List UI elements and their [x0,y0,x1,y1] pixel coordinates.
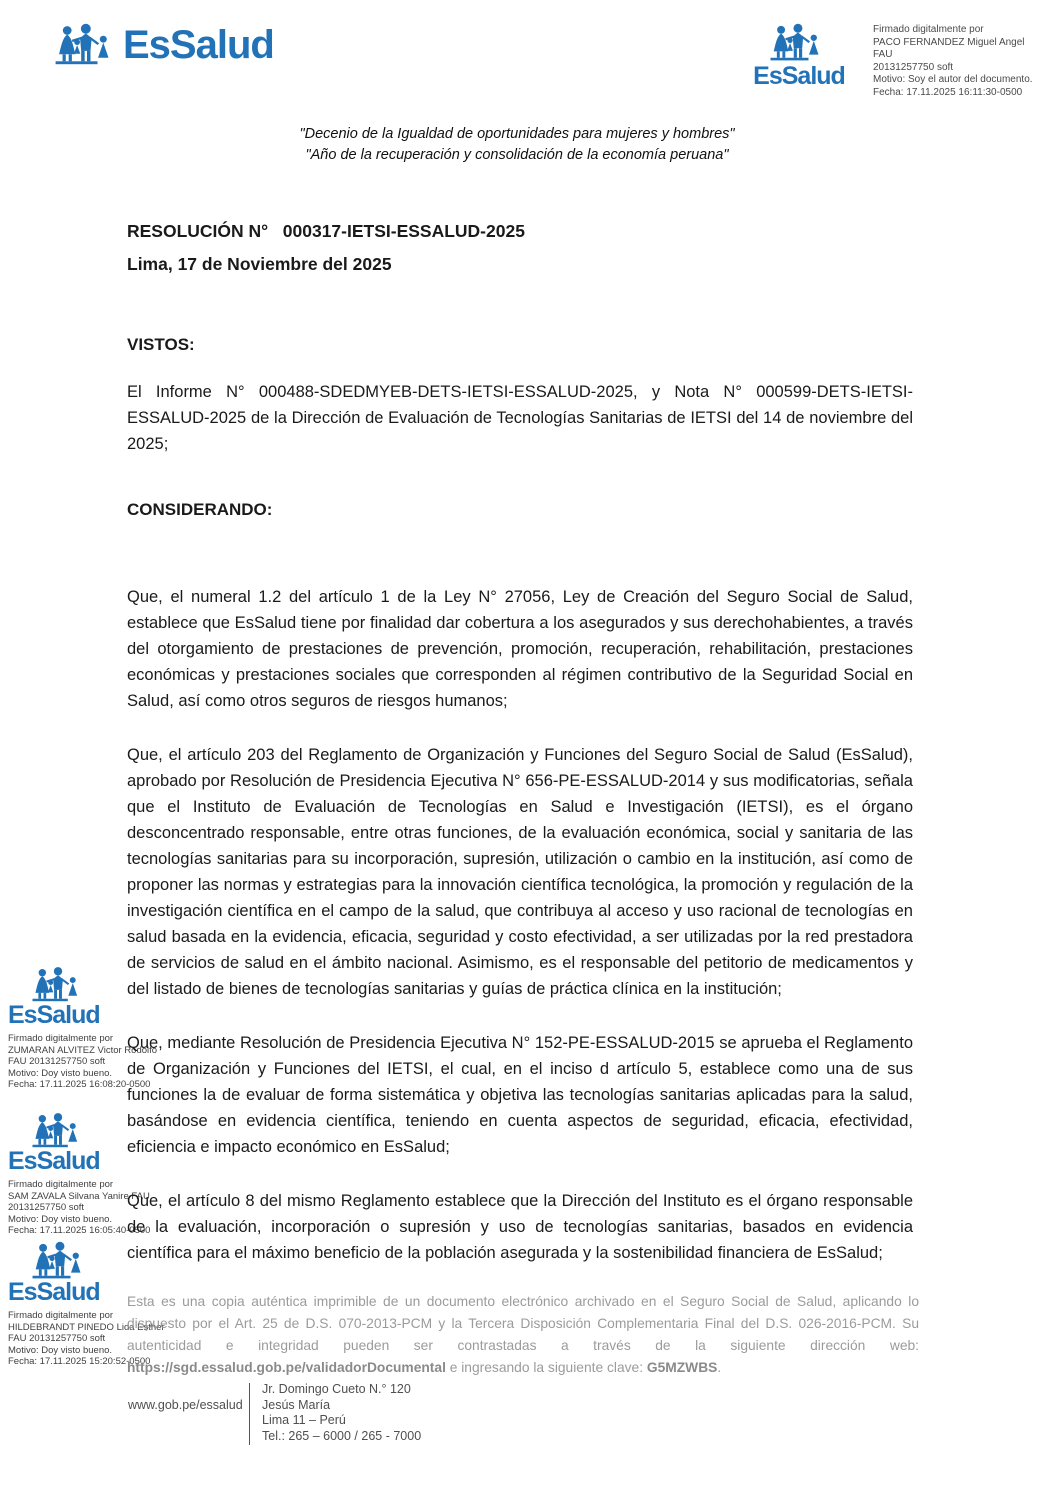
signature-stamp-text [8,1033,158,1091]
signature-line: Firmado digitalmente por [8,1179,114,1190]
address-line: Tel.: 265 – 6000 / 265 - 7000 [262,1428,422,1443]
signature-line: Fecha: 17.11.2025 16:11:30-0500 [873,86,1023,98]
signature-line: 20131257750 soft [8,1202,85,1213]
signature-line: Motivo: Doy visto bueno. [8,1213,113,1225]
considerando-paragraph: Que, el artículo 8 del mismo Reglamento establece que la Dirección del Instituto es el órgano responsable de la evaluación, incorporación o supresión y uso de tecnologías sanitarias, basados en evidencia científica para el máximo beneficio de la población asegurada y la sostenibilidad financiera de EsSalud; [127,1192,913,1262]
essalud-family-icon [32,1241,136,1281]
considerando-paragraph: Que, mediante Resolución de Presidencia Ejecutiva N° 152-PE-ESSALUD-2015 se aprueba el Reglamento de Organización y Funciones del IETSI, el cual, en el inciso d artículo 5, establece como una de sus funciones la de evaluar de forma sistemática y objetiva las tecnologías sanitarias aplicadas para la salud, basándose en evidencia científica, teniendo en cuenta aspectos de seguridad, eficacia, efectividad, eficiencia e impacto económico en EsSalud; [127,1034,913,1156]
signature-line: Firmado digitalmente por [8,1033,114,1044]
digital-signature-stamp-hildebrandt [8,1241,165,1368]
essalud-family-icon [32,966,136,1004]
validator-url: https://sgd.essalud.gob.pe/validadorDocumental [127,1360,446,1375]
motto-line-2: "Año de la recuperación y consolidación de la economía peruana" [305,147,729,163]
vistos-heading: VISTOS: [127,335,195,354]
address-line: Jesús María [262,1397,331,1412]
official-mottos [0,124,1034,166]
legal-text: . [717,1360,722,1375]
essalud-wordmark: EsSalud [8,1001,100,1029]
considerando-paragraph: Que, el artículo 203 del Reglamento de Organización y Funciones del Seguro Social de Salud (EsSalud), aprobado por Resolución de Presidencia Ejecutiva N° 656-PE-ESSALUD-2014 y sus modificatorias, señala que el Instituto de Evaluación de Tecnologías en Salud e Investigación (IETSI), es el órgano desconcentrado responsable, entre otras funciones, de la evaluación económica, social y sanitaria de las tecnologías sanitarias para su incorporación, supresión, utilización o cambio en la institución, así como de proponer las normas y estrategias para la innovación científica tecnológica, la promoción y regulación de la investigación científica en el campo de la salud, que contribuya al acceso y uso racional de tecnologías en salud basada en la evidencia, eficacia, seguridad y costo efectividad, a ser utilizadas por la red prestadora de servicios de salud en el ámbito nacional. Asimismo, es el responsable del petitorio de medicamentos y del listado de bienes de tecnologías sanitarias y guías de práctica clínica en la institución; [127,746,913,998]
signature-line: HILDEBRANDT PINEDO Lida Esther [8,1321,165,1333]
legal-text: Esta es una copia auténtica imprimible de un documento electrónico archivado en el Seguro Social de Salud, aplicando lo dispuesto por el Art. 25 de D.S. 070-2013-PCM y la Tercera Disposición Complementaria Final del D.S. 026-2016-PCM. Su autenticidad e integridad pueden ser contrastadas a través de la siguiente dirección web: [127,1294,919,1353]
resolution-date: Lima, 17 de Noviembre del 2025 [127,254,392,274]
signature-stamp-text [8,1310,165,1368]
digital-signature-stamp-zumaran [8,966,158,1091]
digital-signature-author [873,24,1043,99]
digital-signature-stamp-samzavala [8,1112,151,1237]
essalud-logo-header [55,22,274,68]
essalud-wordmark: EsSalud [753,62,845,90]
signature-line: Motivo: Doy visto bueno. [8,1067,113,1079]
address-line: Lima 11 – Perú [262,1413,346,1427]
validation-key: G5MZWBS [646,1360,718,1375]
signature-line: Fecha: 17.11.2025 16:05:40-0500 [8,1225,151,1236]
resolution-number-title: RESOLUCIÓN N° 000317-IETSI-ESSALUD-2025 [127,221,525,241]
signature-line: Firmado digitalmente por [8,1310,114,1321]
essalud-family-icon [32,1112,136,1150]
footer-divider [249,1383,250,1445]
address-line: Jr. Domingo Cueto N.° 120 [262,1382,411,1396]
signature-line: FAU 20131257750 soft [8,1056,106,1067]
signature-line: PACO FERNANDEZ Miguel Angel FAU [873,36,1025,60]
essalud-logo-stamp-author [753,22,845,91]
essalud-family-icon [55,22,119,68]
signature-line: Fecha: 17.11.2025 16:08:20-0500 [8,1079,151,1090]
signature-line: Motivo: Soy el autor del documento. [873,74,1033,85]
address-block [262,1382,421,1444]
signature-line: Firmado digitalmente por [873,24,984,35]
website-url: www.gob.pe/essalud [128,1398,243,1412]
motto-line-1: "Decenio de la Igualdad de oportunidades para mujeres y hombres" [299,126,735,142]
essalud-wordmark: EsSalud [8,1278,100,1306]
vistos-paragraph: El Informe N° 000488-SDEDMYEB-DETS-IETSI-ESSALUD-2025, y Nota N° 000599-DETS-IETSI-ESSALUD-2025 de la Dirección de Evaluación de Tecnologías Sanitarias de IETSI del 14 de noviembre del 2025; [127,383,913,453]
signature-line: 20131257750 soft [873,61,954,73]
signature-line: Fecha: 17.11.2025 15:20:52-0500 [8,1356,151,1367]
signature-line: Motivo: Doy visto bueno. [8,1344,113,1356]
legal-text: e ingresando la siguiente clave: [445,1360,647,1375]
signature-line: ZUMARAN ALVITEZ Victor Rodolfo [8,1044,158,1056]
essalud-wordmark: EsSalud [8,1147,100,1175]
essalud-family-icon [753,22,845,64]
essalud-wordmark: EsSalud [123,22,274,67]
signature-line: FAU 20131257750 soft [8,1333,106,1344]
considerando-heading: CONSIDERANDO: [127,500,273,519]
signature-line: SAM ZAVALA Silvana Yanire FAU [8,1190,150,1202]
considerando-paragraph: Que, el numeral 1.2 del artículo 1 de la Ley N° 27056, Ley de Creación del Seguro Social de Salud, establece que EsSalud tiene por finalidad dar cobertura a los asegurados y sus derechohabientes, a través del otorgamiento de prestaciones de prevención, promoción, recuperación, rehabilitación, prestaciones económicas y prestaciones sociales que corresponden al régimen contributivo de la Seguridad Social en Salud, así como otros seguros de riesgos humanos; [127,588,913,710]
signature-stamp-text [8,1179,151,1237]
document-body [127,218,913,1266]
authenticity-legal-note [127,1291,919,1379]
